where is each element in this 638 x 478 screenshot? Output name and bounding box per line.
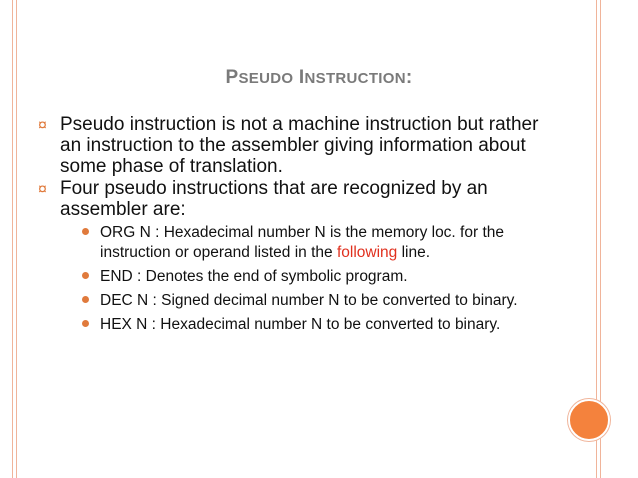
bullet-text: Pseudo instruction is not a machine instruction but rather an instruction to the assembler giving information about some phase of translation.	[60, 114, 539, 177]
bullet-point	[38, 178, 558, 335]
sub-bullet-text: HEX N : Hexadecimal number N to be converted to binary.	[100, 316, 501, 333]
decorative-orange-circle	[568, 399, 610, 441]
bullet-text: Four pseudo instructions that are recognized by an assembler are:	[60, 178, 488, 220]
title-part: I	[298, 67, 305, 88]
title-part: NSTRUCTION	[304, 70, 406, 87]
dot-bullet-icon	[82, 320, 89, 327]
dot-bullet-icon	[82, 272, 89, 279]
title-part: :	[405, 67, 413, 88]
sub-bullet-text: DEC N : Signed decimal number N to be converted to binary.	[100, 292, 518, 309]
title-part: P	[225, 67, 239, 88]
bullet-icon: ¤	[38, 181, 47, 198]
sub-bullet-list	[80, 223, 558, 335]
dot-bullet-icon	[82, 228, 89, 235]
sub-bullet-point	[80, 223, 558, 263]
sub-bullet-point	[80, 315, 558, 335]
sub-bullet-text: END : Denotes the end of symbolic program.	[100, 268, 408, 285]
sub-bullet-text: ORG N : Hexadecimal number N is the memory loc. for the instruction or operand listed in the	[100, 224, 504, 261]
sub-bullet-text-end: line.	[397, 244, 431, 261]
slide-title	[0, 67, 638, 89]
sub-bullet-point	[80, 291, 558, 311]
slide-content	[38, 114, 558, 339]
title-part: SEUDO	[238, 70, 294, 87]
sub-bullet-point	[80, 267, 558, 287]
bullet-icon: ¤	[38, 117, 47, 134]
dot-bullet-icon	[82, 296, 89, 303]
bullet-point	[38, 114, 558, 177]
highlighted-word: following	[336, 244, 398, 261]
